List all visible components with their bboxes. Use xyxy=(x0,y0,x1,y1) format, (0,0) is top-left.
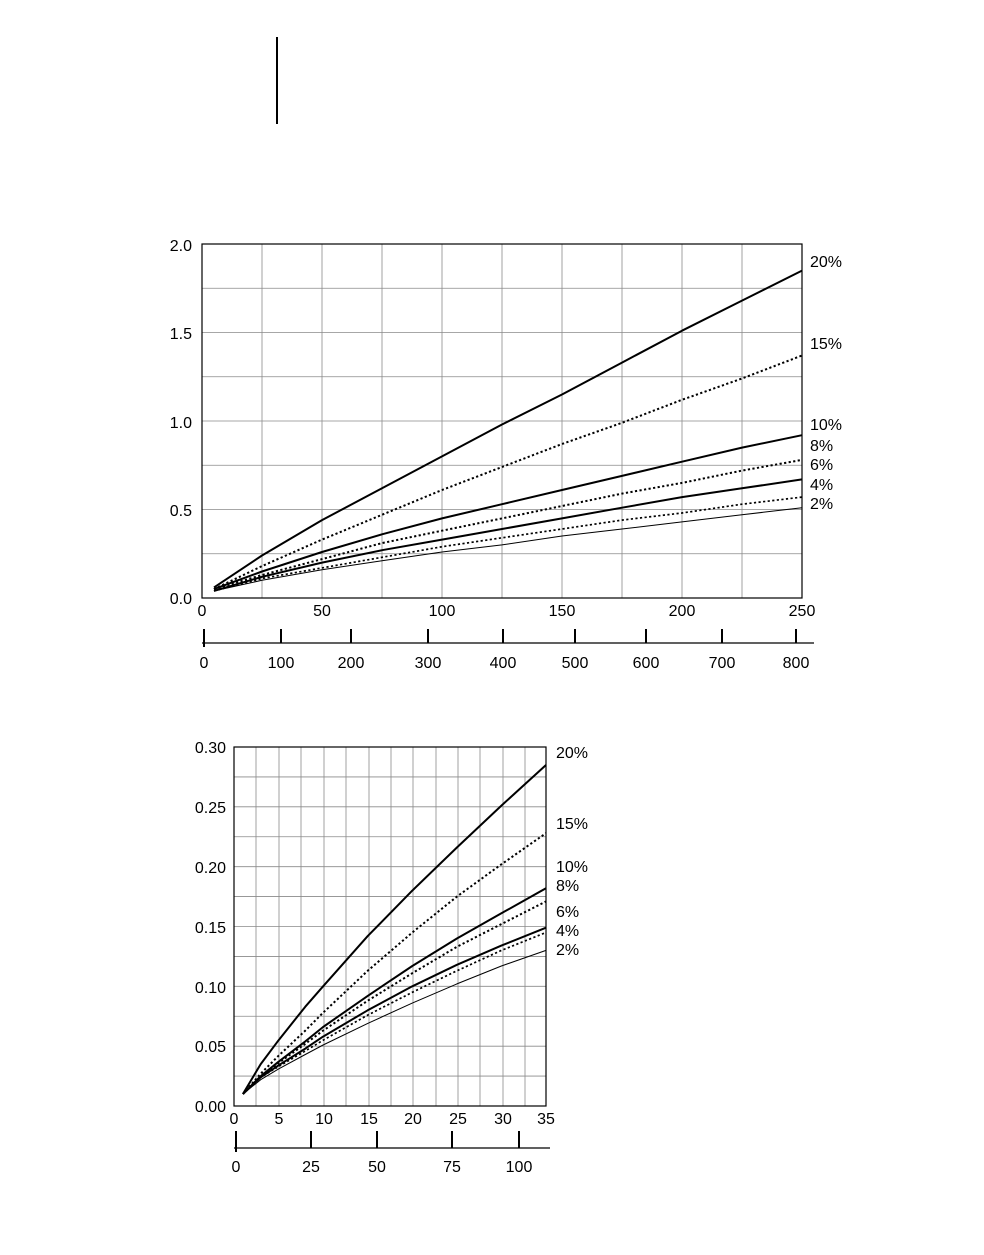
series-label: 8% xyxy=(556,878,580,895)
y-tick-label: 0.25 xyxy=(194,800,226,817)
x-tick-label: 15 xyxy=(360,1111,378,1128)
x-tick-label: 35 xyxy=(537,1111,555,1128)
series-line-2pct xyxy=(243,950,546,1094)
secondary-axis-label: 0 xyxy=(199,655,209,672)
x-tick-label: 0 xyxy=(229,1111,239,1128)
y-tick-label: 0.10 xyxy=(194,980,226,997)
series-label: 4% xyxy=(810,477,834,494)
secondary-axis-label: 400 xyxy=(489,655,517,672)
secondary-axis-label: 700 xyxy=(708,655,736,672)
secondary-axis-label: 100 xyxy=(267,655,295,672)
series-line-20pct xyxy=(214,271,802,588)
x-tick-label: 20 xyxy=(404,1111,422,1128)
series-label: 20% xyxy=(556,745,589,762)
x-tick-label: 200 xyxy=(668,603,696,620)
series-label: 10% xyxy=(810,417,843,434)
y-tick-label: 0.15 xyxy=(194,920,226,937)
series-label: 10% xyxy=(556,859,589,876)
series-label: 20% xyxy=(810,254,843,271)
series-label: 6% xyxy=(810,457,834,474)
series-line-8pct xyxy=(214,460,802,589)
secondary-axis-label: 300 xyxy=(414,655,442,672)
series-label: 2% xyxy=(810,496,834,513)
grid-lines xyxy=(234,747,546,1106)
y-tick-label: 0.00 xyxy=(194,1099,226,1116)
y-tick-label: 2.0 xyxy=(169,238,192,255)
secondary-axis-label: 0 xyxy=(231,1159,241,1176)
secondary-axis-label: 75 xyxy=(443,1159,461,1176)
secondary-axis-label: 800 xyxy=(782,655,810,672)
series-label: 6% xyxy=(556,904,580,921)
y-tick-label: 1.0 xyxy=(169,415,192,432)
x-tick-label: 25 xyxy=(449,1111,467,1128)
chart-top xyxy=(170,238,842,672)
series-line-8pct xyxy=(243,901,546,1094)
secondary-axis-label: 600 xyxy=(632,655,660,672)
y-tick-label: 0.0 xyxy=(169,591,192,608)
series-label: 2% xyxy=(556,942,580,959)
y-tick-label: 0.05 xyxy=(194,1039,226,1056)
series-label: 4% xyxy=(556,923,580,940)
y-tick-label: 0.30 xyxy=(194,740,226,757)
series-line-6pct xyxy=(214,479,802,591)
secondary-axis-label: 200 xyxy=(337,655,365,672)
y-tick-label: 0.20 xyxy=(194,860,226,877)
y-tick-label: 0.5 xyxy=(169,503,192,520)
x-tick-label: 0 xyxy=(197,603,207,620)
x-tick-label: 5 xyxy=(274,1111,284,1128)
y-tick-label: 1.5 xyxy=(169,326,192,343)
secondary-axis-label: 100 xyxy=(505,1159,533,1176)
chart-bottom xyxy=(195,740,588,1176)
x-tick-label: 50 xyxy=(313,603,331,620)
x-tick-label: 150 xyxy=(548,603,576,620)
secondary-axis-label: 50 xyxy=(368,1159,386,1176)
series-label: 15% xyxy=(810,336,843,353)
x-tick-label: 10 xyxy=(315,1111,333,1128)
series-line-20pct xyxy=(243,765,546,1094)
x-tick-label: 30 xyxy=(494,1111,512,1128)
secondary-axis-label: 500 xyxy=(561,655,589,672)
secondary-axis-label: 25 xyxy=(302,1159,320,1176)
series-label: 8% xyxy=(810,438,834,455)
x-tick-label: 250 xyxy=(788,603,816,620)
series-label: 15% xyxy=(556,816,589,833)
series-line-10pct xyxy=(214,435,802,589)
x-tick-label: 100 xyxy=(428,603,456,620)
